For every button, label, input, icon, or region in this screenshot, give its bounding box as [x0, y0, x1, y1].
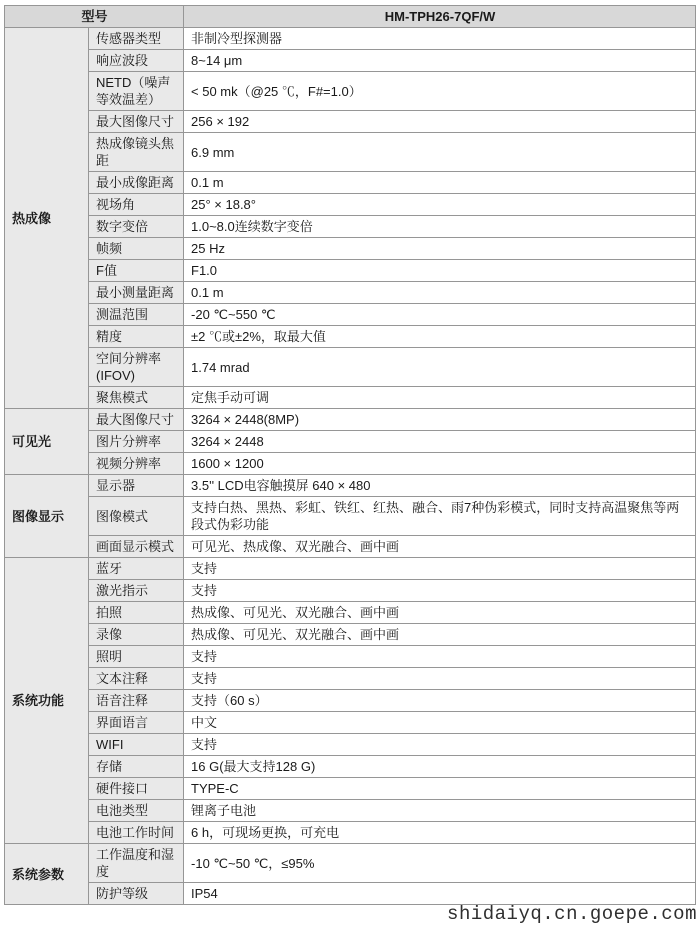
spec-value: 256 × 192: [184, 111, 696, 133]
table-row: [5, 883, 696, 905]
table-row: [5, 646, 696, 668]
spec-label: 画面显示模式: [89, 536, 184, 558]
spec-label: 照明: [89, 646, 184, 668]
spec-label: 精度: [89, 326, 184, 348]
spec-label: 传感器类型: [89, 28, 184, 50]
spec-label: 图片分辨率: [89, 431, 184, 453]
spec-table: [4, 5, 696, 905]
table-row: [5, 624, 696, 646]
spec-label: 录像: [89, 624, 184, 646]
spec-value: 25° × 18.8°: [184, 194, 696, 216]
spec-value: TYPE-C: [184, 778, 696, 800]
spec-value: 0.1 m: [184, 172, 696, 194]
spec-label: 硬件接口: [89, 778, 184, 800]
spec-value: 锂离子电池: [184, 800, 696, 822]
spec-label: 存储: [89, 756, 184, 778]
table-row: [5, 668, 696, 690]
spec-value: 3264 × 2448: [184, 431, 696, 453]
spec-label: NETD（噪声等效温差）: [89, 72, 184, 111]
spec-value: 16 G(最大支持128 G): [184, 756, 696, 778]
spec-value: -20 ℃~550 ℃: [184, 304, 696, 326]
spec-value: 0.1 m: [184, 282, 696, 304]
table-row: [5, 216, 696, 238]
spec-label: 文本注释: [89, 668, 184, 690]
table-row: [5, 50, 696, 72]
table-row: [5, 133, 696, 172]
spec-label: 最大图像尺寸: [89, 111, 184, 133]
spec-value: 非制冷型探测器: [184, 28, 696, 50]
spec-value: 中文: [184, 712, 696, 734]
spec-label: 最小测量距离: [89, 282, 184, 304]
spec-value: 25 Hz: [184, 238, 696, 260]
spec-label: 工作温度和湿度: [89, 844, 184, 883]
table-row: [5, 409, 696, 431]
spec-label: 电池类型: [89, 800, 184, 822]
spec-value: 支持: [184, 580, 696, 602]
table-row: [5, 238, 696, 260]
spec-value: 6.9 mm: [184, 133, 696, 172]
table-row: [5, 602, 696, 624]
spec-value: -10 ℃~50 ℃，≤95%: [184, 844, 696, 883]
model-label: 型号: [5, 6, 184, 28]
spec-label: 最大图像尺寸: [89, 409, 184, 431]
table-row: [5, 734, 696, 756]
spec-value: 支持: [184, 734, 696, 756]
table-row: [5, 28, 696, 50]
spec-value: 6 h，可现场更换，可充电: [184, 822, 696, 844]
table-row: [5, 304, 696, 326]
table-row: [5, 778, 696, 800]
table-row: [5, 558, 696, 580]
spec-label: 拍照: [89, 602, 184, 624]
spec-value: 1600 × 1200: [184, 453, 696, 475]
spec-label: 帧频: [89, 238, 184, 260]
spec-value: 热成像、可见光、双光融合、画中画: [184, 624, 696, 646]
spec-value: 3.5'' LCD电容触摸屏 640 × 480: [184, 475, 696, 497]
spec-label: 聚焦模式: [89, 387, 184, 409]
table-row: [5, 453, 696, 475]
table-row: [5, 260, 696, 282]
section-name: 可见光: [5, 409, 89, 475]
spec-label: 界面语言: [89, 712, 184, 734]
spec-label: F值: [89, 260, 184, 282]
spec-value: IP54: [184, 883, 696, 905]
table-row: [5, 844, 696, 883]
table-row: [5, 475, 696, 497]
watermark-text: shidaiyq.cn.goepe.com: [447, 903, 697, 925]
spec-value: < 50 mk（@25 ℃，F#=1.0）: [184, 72, 696, 111]
spec-label: 图像模式: [89, 497, 184, 536]
table-row: [5, 387, 696, 409]
table-row: [5, 348, 696, 387]
table-row: [5, 822, 696, 844]
spec-value: 定焦手动可调: [184, 387, 696, 409]
spec-value: 支持白热、黑热、彩虹、铁红、红热、融合、雨7种伪彩模式，同时支持高温聚焦等两段式伪彩功能: [184, 497, 696, 536]
section-name: 图像显示: [5, 475, 89, 558]
table-row: [5, 497, 696, 536]
table-row: [5, 172, 696, 194]
table-row: [5, 580, 696, 602]
table-row: [5, 194, 696, 216]
spec-value: ±2 ℃或±2%，取最大值: [184, 326, 696, 348]
spec-value: 热成像、可见光、双光融合、画中画: [184, 602, 696, 624]
table-row: [5, 431, 696, 453]
table-row: [5, 712, 696, 734]
spec-label: 蓝牙: [89, 558, 184, 580]
spec-value: 支持: [184, 646, 696, 668]
spec-label: 测温范围: [89, 304, 184, 326]
spec-label: 视频分辨率: [89, 453, 184, 475]
spec-value: 3264 × 2448(8MP): [184, 409, 696, 431]
spec-label: 防护等级: [89, 883, 184, 905]
table-row: [5, 690, 696, 712]
table-row: [5, 72, 696, 111]
spec-label: 视场角: [89, 194, 184, 216]
header-row: [5, 6, 696, 28]
spec-label: 显示器: [89, 475, 184, 497]
spec-label: 激光指示: [89, 580, 184, 602]
spec-label: 最小成像距离: [89, 172, 184, 194]
table-row: [5, 536, 696, 558]
spec-label: 数字变倍: [89, 216, 184, 238]
table-row: [5, 326, 696, 348]
spec-label: 空间分辨率(IFOV): [89, 348, 184, 387]
section-name: 系统功能: [5, 558, 89, 844]
table-row: [5, 800, 696, 822]
spec-value: 支持（60 s）: [184, 690, 696, 712]
spec-value: 支持: [184, 558, 696, 580]
section-name: 系统参数: [5, 844, 89, 905]
spec-label: 语音注释: [89, 690, 184, 712]
model-value: HM-TPH26-7QF/W: [184, 6, 696, 28]
spec-label: 电池工作时间: [89, 822, 184, 844]
table-row: [5, 111, 696, 133]
spec-value: 1.74 mrad: [184, 348, 696, 387]
table-row: [5, 756, 696, 778]
spec-label: WIFI: [89, 734, 184, 756]
spec-value: 支持: [184, 668, 696, 690]
spec-value: 可见光、热成像、双光融合、画中画: [184, 536, 696, 558]
table-row: [5, 282, 696, 304]
spec-value: 1.0~8.0连续数字变倍: [184, 216, 696, 238]
spec-label: 热成像镜头焦距: [89, 133, 184, 172]
spec-value: 8~14 μm: [184, 50, 696, 72]
section-name: 热成像: [5, 28, 89, 409]
spec-label: 响应波段: [89, 50, 184, 72]
spec-value: F1.0: [184, 260, 696, 282]
